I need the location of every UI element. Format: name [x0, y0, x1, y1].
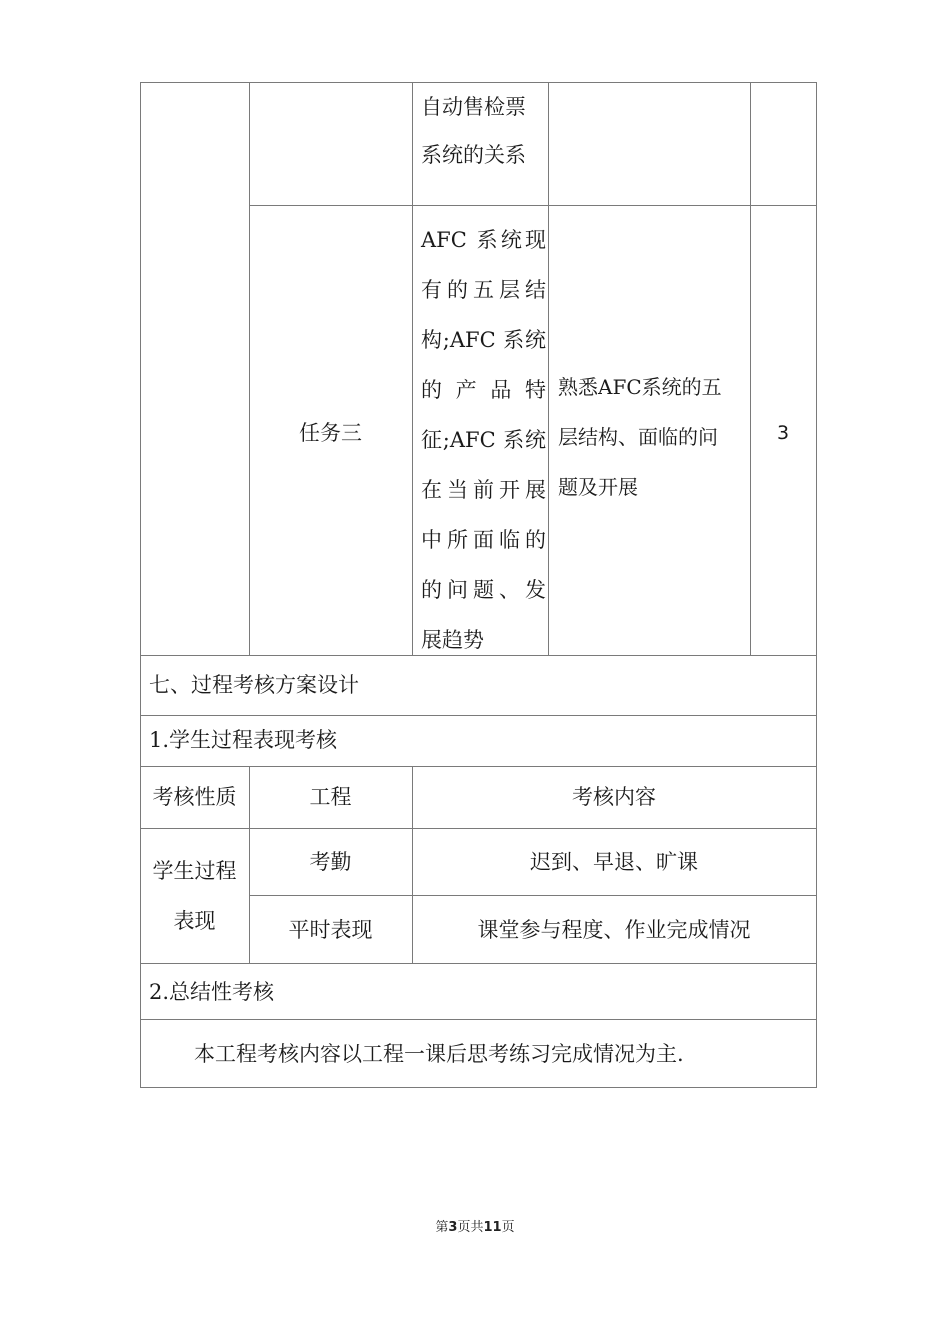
- group-label-line2: 表现: [173, 909, 216, 933]
- task3-content: [421, 215, 546, 665]
- footer-total-pages: 11: [483, 1220, 502, 1235]
- task3-content-line: 的问题、发: [421, 578, 546, 602]
- header-content: 考核内容: [572, 785, 656, 809]
- section7-summary: 本工程考核内容以工程一课后思考练习完成情况为主.: [194, 1042, 684, 1066]
- task3-goal-line1: 熟悉AFC系统的五: [558, 375, 722, 399]
- header-item: 工程: [309, 785, 352, 809]
- prev-row-content-line1: 自动售检票: [421, 95, 526, 119]
- section7-sub2: 2.总结性考核: [149, 980, 275, 1004]
- task3-content-line: 构;AFC 系统: [421, 328, 546, 352]
- task3-content-line: 在当前开展: [421, 478, 546, 502]
- footer-suffix: 页: [501, 1220, 515, 1235]
- footer-page-number: 3: [448, 1220, 458, 1235]
- task3-content-line: 有的五层结: [421, 278, 546, 302]
- row-attendance-item: 考勤: [309, 850, 352, 874]
- task3-goal-line3: 题及开展: [558, 475, 638, 499]
- page-footer: [0, 1216, 950, 1235]
- section7-sub1: 1.学生过程表现考核: [149, 728, 338, 752]
- task3-goal-line2: 层结构、面临的问: [558, 425, 718, 449]
- header-nature: 考核性质: [152, 785, 237, 809]
- row-attendance-content: 迟到、早退、旷课: [530, 850, 698, 874]
- task3-content-line: 征;AFC 系统: [421, 428, 546, 452]
- row-performance-content: 课堂参与程度、作业完成情况: [477, 918, 751, 942]
- footer-prefix: 第: [435, 1220, 449, 1235]
- task3-hours: 3: [776, 422, 790, 444]
- task3-content-line: 的产品特: [421, 378, 546, 402]
- task3-content-line: 中所面临的: [421, 528, 546, 552]
- section7-title: 七、过程考核方案设计: [149, 673, 359, 697]
- task3-content-line: AFC 系统现: [421, 228, 546, 252]
- row-performance-item: 平时表现: [288, 918, 373, 942]
- footer-middle: 页共: [457, 1220, 484, 1235]
- task3-content-line: 展趋势: [421, 628, 484, 652]
- prev-row-content-line2: 系统的关系: [421, 143, 526, 167]
- group-label-line1: 学生过程: [152, 859, 237, 883]
- task3-name: 任务三: [299, 421, 362, 445]
